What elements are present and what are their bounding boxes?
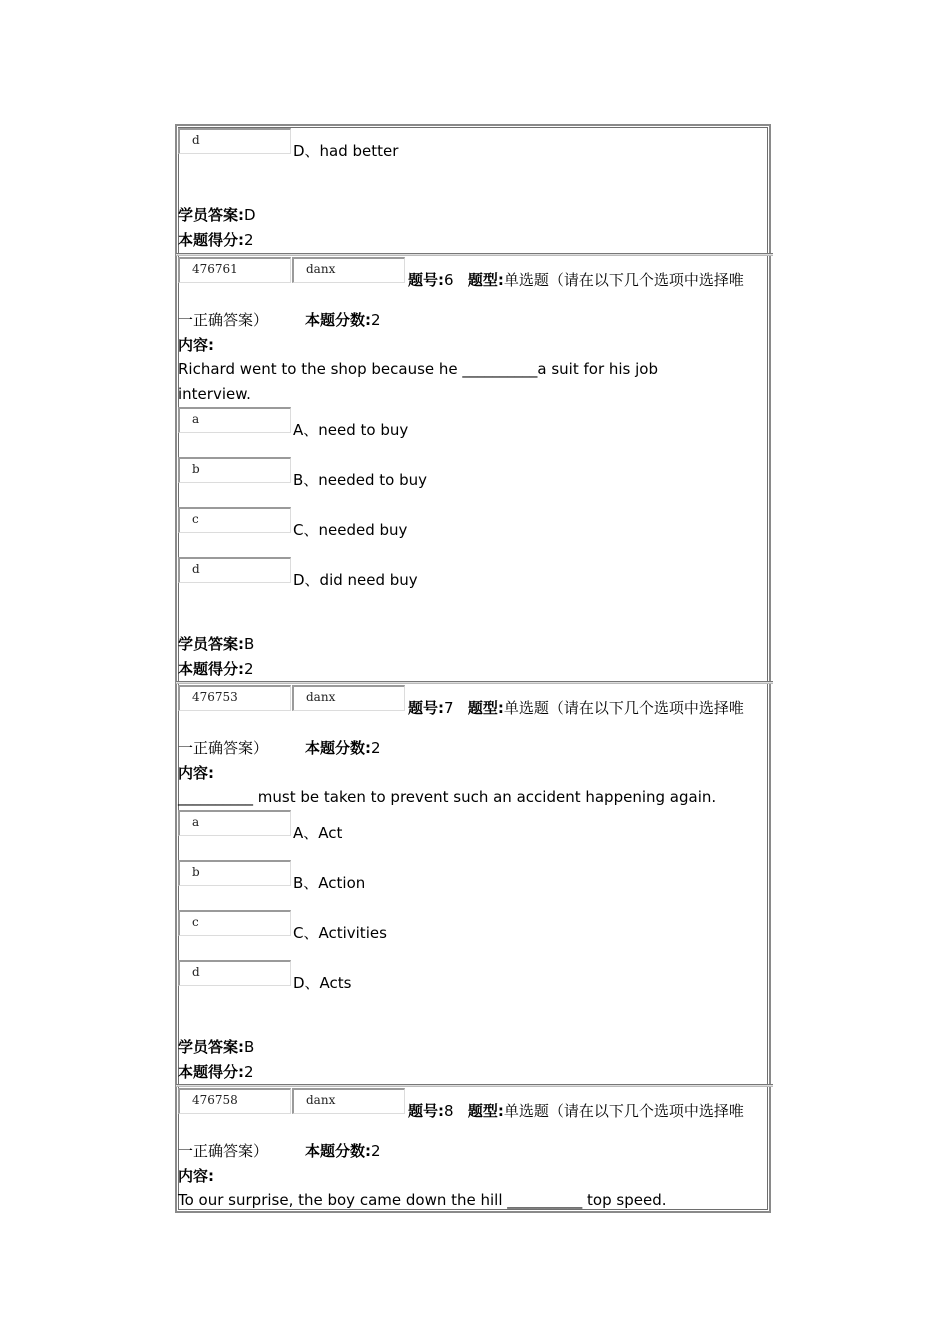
question-divider — [176, 253, 773, 256]
question-type-continued: 一正确答案） — [178, 311, 269, 329]
question-type-code-field[interactable]: danx — [292, 257, 405, 283]
question-type-continued: 一正确答案） — [178, 1142, 269, 1160]
question-header: 题号:7 题型:单选题（请在以下几个选项中选择唯 — [408, 699, 744, 717]
question-points: 本题分数:2 — [305, 311, 381, 329]
option-text: D、had better — [293, 142, 399, 160]
question-id-field[interactable]: 476753 — [178, 685, 291, 711]
question-points: 本题分数:2 — [305, 1142, 381, 1160]
student-answer: 学员答案:B — [178, 1038, 255, 1056]
option-key-field[interactable]: d — [178, 960, 291, 986]
content-label: 内容: — [178, 336, 214, 354]
option-text: C、Activities — [293, 924, 387, 942]
question-type-code-field[interactable]: danx — [292, 685, 405, 711]
option-text: D、did need buy — [293, 571, 418, 589]
question-score: 本题得分:2 — [178, 231, 254, 249]
question-header: 题号:8 题型:单选题（请在以下几个选项中选择唯 — [408, 1102, 744, 1120]
option-key-field[interactable]: b — [178, 860, 291, 886]
option-text: A、need to buy — [293, 421, 409, 439]
question-content: Richard went to the shop because he __________a suit for his job — [178, 360, 659, 378]
question-header: 题号:6 题型:单选题（请在以下几个选项中选择唯 — [408, 271, 744, 289]
question-type-continued: 一正确答案） — [178, 739, 269, 757]
question-points: 本题分数:2 — [305, 739, 381, 757]
option-key-field[interactable]: d — [178, 557, 291, 583]
option-text: B、Action — [293, 874, 366, 892]
question-divider — [176, 1084, 773, 1087]
option-key-field[interactable]: a — [178, 407, 291, 433]
question-score: 本题得分:2 — [178, 660, 254, 678]
content-label: 内容: — [178, 764, 214, 782]
option-text: A、Act — [293, 824, 343, 842]
option-text: D、Acts — [293, 974, 352, 992]
question-score: 本题得分:2 — [178, 1063, 254, 1081]
option-text: B、needed to buy — [293, 471, 428, 489]
option-text: C、needed buy — [293, 521, 408, 539]
student-answer: 学员答案:B — [178, 635, 255, 653]
option-key-field[interactable]: c — [178, 507, 291, 533]
question-id-field[interactable]: 476761 — [178, 257, 291, 283]
question-content: __________ must be taken to prevent such an accident happening again. — [178, 788, 717, 806]
question-type-code-field[interactable]: danx — [292, 1088, 405, 1114]
option-key-field[interactable]: a — [178, 810, 291, 836]
student-answer: 学员答案:D — [178, 206, 256, 224]
content-label: 内容: — [178, 1167, 214, 1185]
question-content: To our surprise, the boy came down the hill __________ top speed. — [178, 1191, 667, 1209]
question-content-continued: interview. — [178, 385, 251, 403]
option-key-field[interactable]: d — [178, 128, 291, 154]
question-id-field[interactable]: 476758 — [178, 1088, 291, 1114]
question-divider — [176, 681, 773, 684]
option-key-field[interactable]: b — [178, 457, 291, 483]
option-key-field[interactable]: c — [178, 910, 291, 936]
